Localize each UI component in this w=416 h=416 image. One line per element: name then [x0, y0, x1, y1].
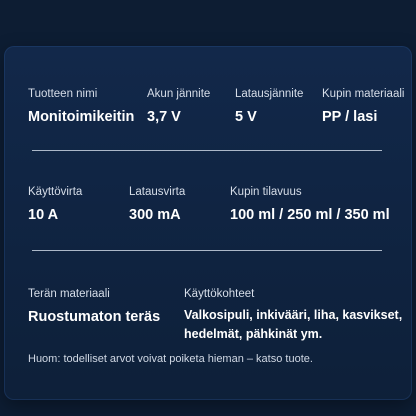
uses-label: Käyttökohteet [184, 288, 255, 300]
operating-current-label: Käyttövirta [28, 186, 83, 198]
charging-voltage-label: Latausjännite [235, 88, 304, 100]
cup-material-label: Kupin materiaali [322, 88, 405, 100]
uses-value: Valkosipuli, inkivääri, liha, kasvikset, hedelmät, pähkinät ym. [184, 308, 403, 341]
product-name-label: Tuotteen nimi [28, 88, 98, 100]
charging-current-field [129, 185, 185, 224]
cup-capacity-value: 100 ml / 250 ml / 350 ml [230, 207, 390, 223]
cup-material-field [322, 87, 404, 126]
blade-material-field [28, 287, 160, 326]
operating-current-value: 10 A [28, 207, 59, 223]
divider [32, 250, 382, 251]
product-name-value: Monitoimikeitin [28, 109, 135, 125]
uses-field [184, 287, 414, 344]
battery-voltage-field [147, 87, 210, 126]
blade-material-value: Ruostumaton teräs [28, 309, 161, 325]
divider [32, 150, 382, 151]
disclaimer-note: Huom: todelliset arvot voivat poiketa hieman – katso tuote. [28, 353, 313, 365]
blade-material-label: Terän materiaali [28, 288, 110, 300]
cup-capacity-field [230, 185, 390, 224]
cup-material-value: PP / lasi [322, 109, 378, 125]
charging-current-value: 300 mA [129, 207, 181, 223]
charging-voltage-field [235, 87, 303, 126]
operating-current-field [28, 185, 82, 224]
product-name-field [28, 87, 134, 126]
battery-voltage-label: Akun jännite [147, 88, 211, 100]
cup-capacity-label: Kupin tilavuus [230, 186, 302, 198]
battery-voltage-value: 3,7 V [147, 109, 181, 125]
charging-current-label: Latausvirta [129, 186, 186, 198]
charging-voltage-value: 5 V [235, 109, 257, 125]
